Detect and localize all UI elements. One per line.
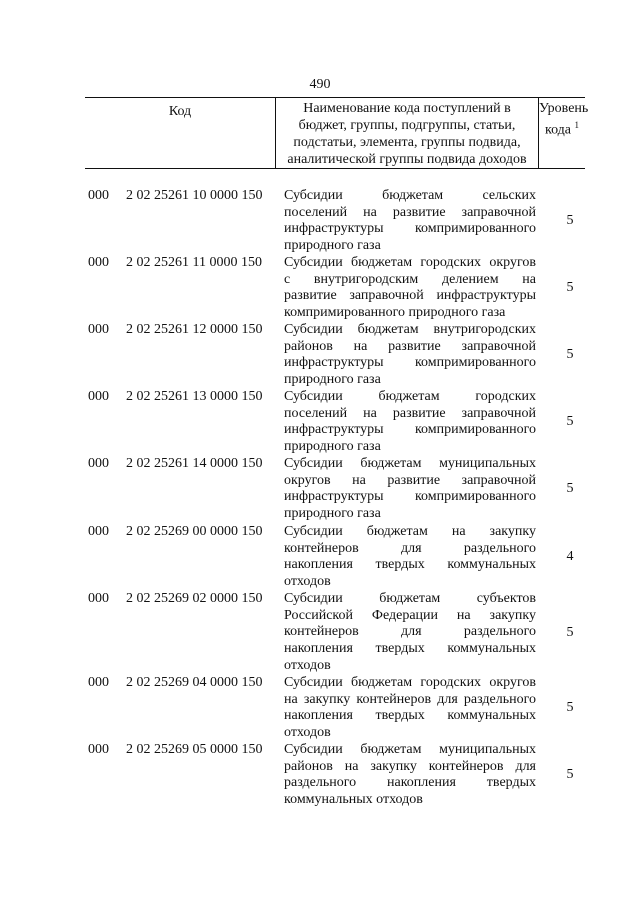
row-name-line: природного газа: [284, 372, 381, 388]
header-name-line: аналитической группы подвида доходов: [287, 152, 527, 167]
row-name-line: Субсидии бюджетам внутригородских: [284, 322, 536, 337]
row-name-line: инфраструктуры компримированного: [284, 355, 536, 371]
row-name-line: с внутригородским делением на: [284, 271, 536, 287]
row-name-line: Субсидии бюджетам муниципальных: [284, 742, 536, 757]
row-name-line: природного газа: [284, 506, 381, 522]
row-name-line: Российской Федерации на закупку: [284, 607, 536, 623]
row-name-line: Субсидии бюджетам городских округов: [284, 675, 536, 690]
row-admin-code: 000: [88, 255, 109, 270]
row-budget-code: 2 02 25261 14 0000 150: [126, 456, 263, 471]
header-level: [539, 98, 589, 168]
row-name-line: инфраструктуры компримированного: [284, 422, 536, 438]
row-name: [284, 322, 536, 389]
row-admin-code: 000: [88, 524, 109, 539]
row-budget-code: 2 02 25261 10 0000 150: [126, 188, 263, 203]
row-name: [284, 675, 536, 742]
row-name-line: природного газа: [284, 238, 381, 254]
row-name-line: отходов: [284, 657, 331, 673]
row-level: 5: [566, 624, 574, 640]
row-name-line: накопления твердых коммунальных: [284, 557, 536, 573]
row-level: 5: [566, 767, 574, 783]
row-name-line: поселений на развитие заправочной: [284, 405, 536, 421]
row-name-line: коммунальных отходов: [284, 792, 423, 808]
row-name: [284, 188, 536, 255]
row-admin-code: 000: [88, 456, 109, 471]
row-name-line: Субсидии бюджетам на закупку: [284, 524, 536, 539]
header-code: Код: [168, 104, 192, 119]
row-name: [284, 591, 536, 674]
row-budget-code: 2 02 25261 11 0000 150: [126, 255, 262, 270]
row-level: 4: [566, 549, 574, 565]
row-level: 5: [566, 280, 574, 296]
header-name-line: подстатьи, элемента, группы подвида,: [293, 135, 521, 150]
row-budget-code: 2 02 25269 05 0000 150: [126, 742, 263, 757]
row-name-line: инфраструктуры компримированного: [284, 221, 536, 237]
table-header: [85, 97, 589, 169]
row-name-line: накопления твердых коммунальных: [284, 641, 536, 657]
page-number: 490: [309, 77, 331, 92]
header-level-line2: [539, 117, 585, 139]
row-budget-code: 2 02 25261 12 0000 150: [126, 322, 263, 337]
header-name: [275, 98, 539, 168]
header-name-line: Наименование кода поступлений в: [303, 101, 511, 116]
row-name: [284, 255, 536, 322]
row-name-line: отходов: [284, 574, 331, 590]
row-name-line: инфраструктуры компримированного: [284, 489, 536, 505]
row-name: [284, 742, 536, 809]
row-level: 5: [566, 700, 574, 716]
row-level: 5: [566, 414, 574, 430]
row-name-line: районов на развитие заправочной: [284, 338, 536, 354]
row-admin-code: 000: [88, 742, 109, 757]
row-name-line: районов на закупку контейнеров для: [284, 758, 536, 774]
row-budget-code: 2 02 25269 02 0000 150: [126, 591, 263, 606]
row-admin-code: 000: [88, 675, 109, 690]
row-name-line: раздельного накопления твердых: [284, 775, 536, 791]
row-name-line: контейнеров для раздельного: [284, 540, 536, 556]
row-name-line: поселений на развитие заправочной: [284, 204, 536, 220]
header-name-line: бюджет, группы, подгруппы, статьи,: [298, 118, 516, 133]
row-admin-code: 000: [88, 591, 109, 606]
row-name-line: Субсидии бюджетам сельских: [284, 188, 536, 203]
row-level: 5: [566, 347, 574, 363]
row-name: [284, 524, 536, 591]
row-name-line: округов на развитие заправочной: [284, 472, 536, 488]
row-budget-code: 2 02 25269 00 0000 150: [126, 524, 263, 539]
header-level-word: кода: [544, 122, 572, 138]
row-name-line: Субсидии бюджетам субъектов: [284, 591, 536, 606]
row-name-line: Субсидии бюджетам муниципальных: [284, 456, 536, 471]
row-level: 5: [566, 481, 574, 497]
row-level: 5: [566, 213, 574, 229]
row-admin-code: 000: [88, 322, 109, 337]
row-name-line: Субсидии бюджетам городских округов: [284, 255, 536, 270]
row-name-line: развитие заправочной инфраструктуры: [284, 288, 536, 304]
row-budget-code: 2 02 25261 13 0000 150: [126, 389, 263, 404]
row-admin-code: 000: [88, 188, 109, 203]
row-name: [284, 456, 536, 523]
row-name-line: отходов: [284, 725, 331, 741]
row-name-line: природного газа: [284, 439, 381, 455]
header-level-footnote: 1: [574, 120, 580, 130]
header-level-line1: Уровень: [539, 101, 589, 116]
row-name-line: контейнеров для раздельного: [284, 624, 536, 640]
row-name-line: компримированного природного газа: [284, 305, 506, 321]
row-admin-code: 000: [88, 389, 109, 404]
row-budget-code: 2 02 25269 04 0000 150: [126, 675, 263, 690]
row-name-line: на закупку контейнеров для раздельного: [284, 691, 536, 707]
row-name: [284, 389, 536, 456]
row-name-line: накопления твердых коммунальных: [284, 708, 536, 724]
row-name-line: Субсидии бюджетам городских: [284, 389, 536, 404]
